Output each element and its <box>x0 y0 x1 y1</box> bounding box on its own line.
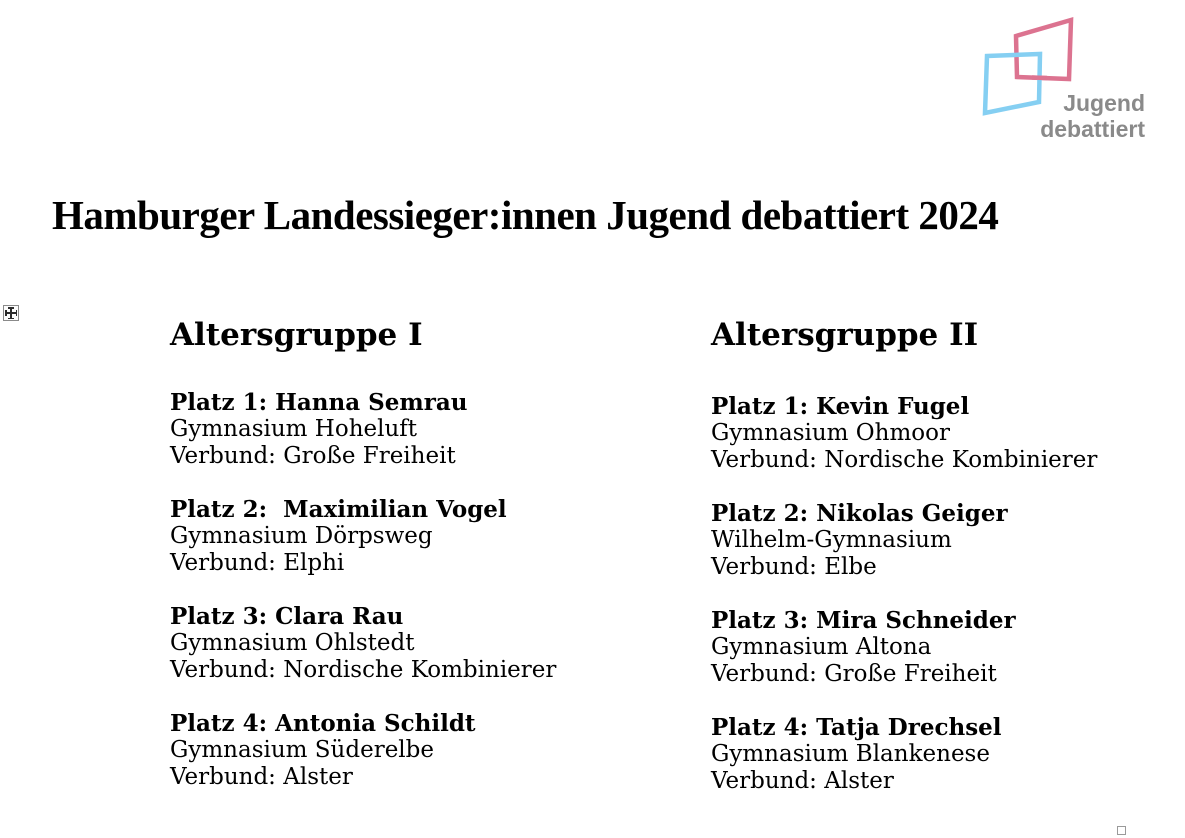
entry-rank-name: Platz 3: Mira Schneider <box>711 607 1016 634</box>
result-entry <box>170 603 600 684</box>
logo-wordmark <box>980 90 1145 142</box>
page-title: Hamburger Landessieger:innen Jugend debattiert 2024 <box>52 192 999 238</box>
move-cross-cap <box>5 310 7 316</box>
entry-school: Gymnasium Hoheluft <box>170 416 418 442</box>
entry-verbund: Verbund: Alster <box>170 764 353 790</box>
entry-rank-name: Platz 4: Antonia Schildt <box>170 710 476 737</box>
entry-verbund: Verbund: Nordische Kombinierer <box>711 447 1098 473</box>
entry-school: Gymnasium Dörpsweg <box>170 523 433 549</box>
entry-verbund: Verbund: Große Freiheit <box>170 443 456 469</box>
result-entry <box>711 714 1161 795</box>
entry-school: Wilhelm-Gymnasium <box>711 527 952 553</box>
table-move-handle-icon[interactable] <box>3 305 19 321</box>
entry-rank-name: Platz 4: Tatja Drechsel <box>711 714 1002 741</box>
group-heading: Altersgruppe I <box>170 317 423 353</box>
move-cross-horizontal <box>6 312 16 314</box>
results-column-altersgruppe-1 <box>170 318 600 817</box>
entry-verbund: Verbund: Große Freiheit <box>711 661 997 687</box>
entry-rank-name: Platz 2: Nikolas Geiger <box>711 500 1008 527</box>
logo-word-debattiert: debattiert <box>1040 116 1145 142</box>
entry-rank-name: Platz 1: Kevin Fugel <box>711 393 970 420</box>
entry-verbund: Verbund: Alster <box>711 768 894 794</box>
result-entry <box>170 389 600 470</box>
entry-verbund: Verbund: Elbe <box>711 554 877 580</box>
move-cross-cap <box>16 310 18 316</box>
entry-school: Gymnasium Süderelbe <box>170 737 434 763</box>
result-entry <box>711 500 1161 581</box>
jugend-debattiert-logo <box>980 14 1150 144</box>
entry-school: Gymnasium Altona <box>711 634 932 660</box>
table-resize-handle-icon[interactable] <box>1117 826 1126 835</box>
result-entry <box>711 607 1161 688</box>
entry-rank-name: Platz 2: Maximilian Vogel <box>170 496 507 523</box>
move-cross-cap <box>8 318 14 320</box>
entry-school: Gymnasium Blankenese <box>711 741 990 767</box>
entry-rank-name: Platz 1: Hanna Semrau <box>170 389 468 416</box>
result-entry <box>711 393 1161 474</box>
move-cross-cap <box>8 307 14 309</box>
entry-verbund: Verbund: Elphi <box>170 550 345 576</box>
entry-school: Gymnasium Ohmoor <box>711 420 950 446</box>
results-column-altersgruppe-2 <box>711 318 1161 821</box>
logo-word-jugend: Jugend <box>1063 90 1145 116</box>
group-heading: Altersgruppe II <box>711 317 979 353</box>
result-entry <box>170 710 600 791</box>
entry-verbund: Verbund: Nordische Kombinierer <box>170 657 557 683</box>
result-entry <box>170 496 600 577</box>
entry-rank-name: Platz 3: Clara Rau <box>170 603 404 630</box>
entry-school: Gymnasium Ohlstedt <box>170 630 415 656</box>
